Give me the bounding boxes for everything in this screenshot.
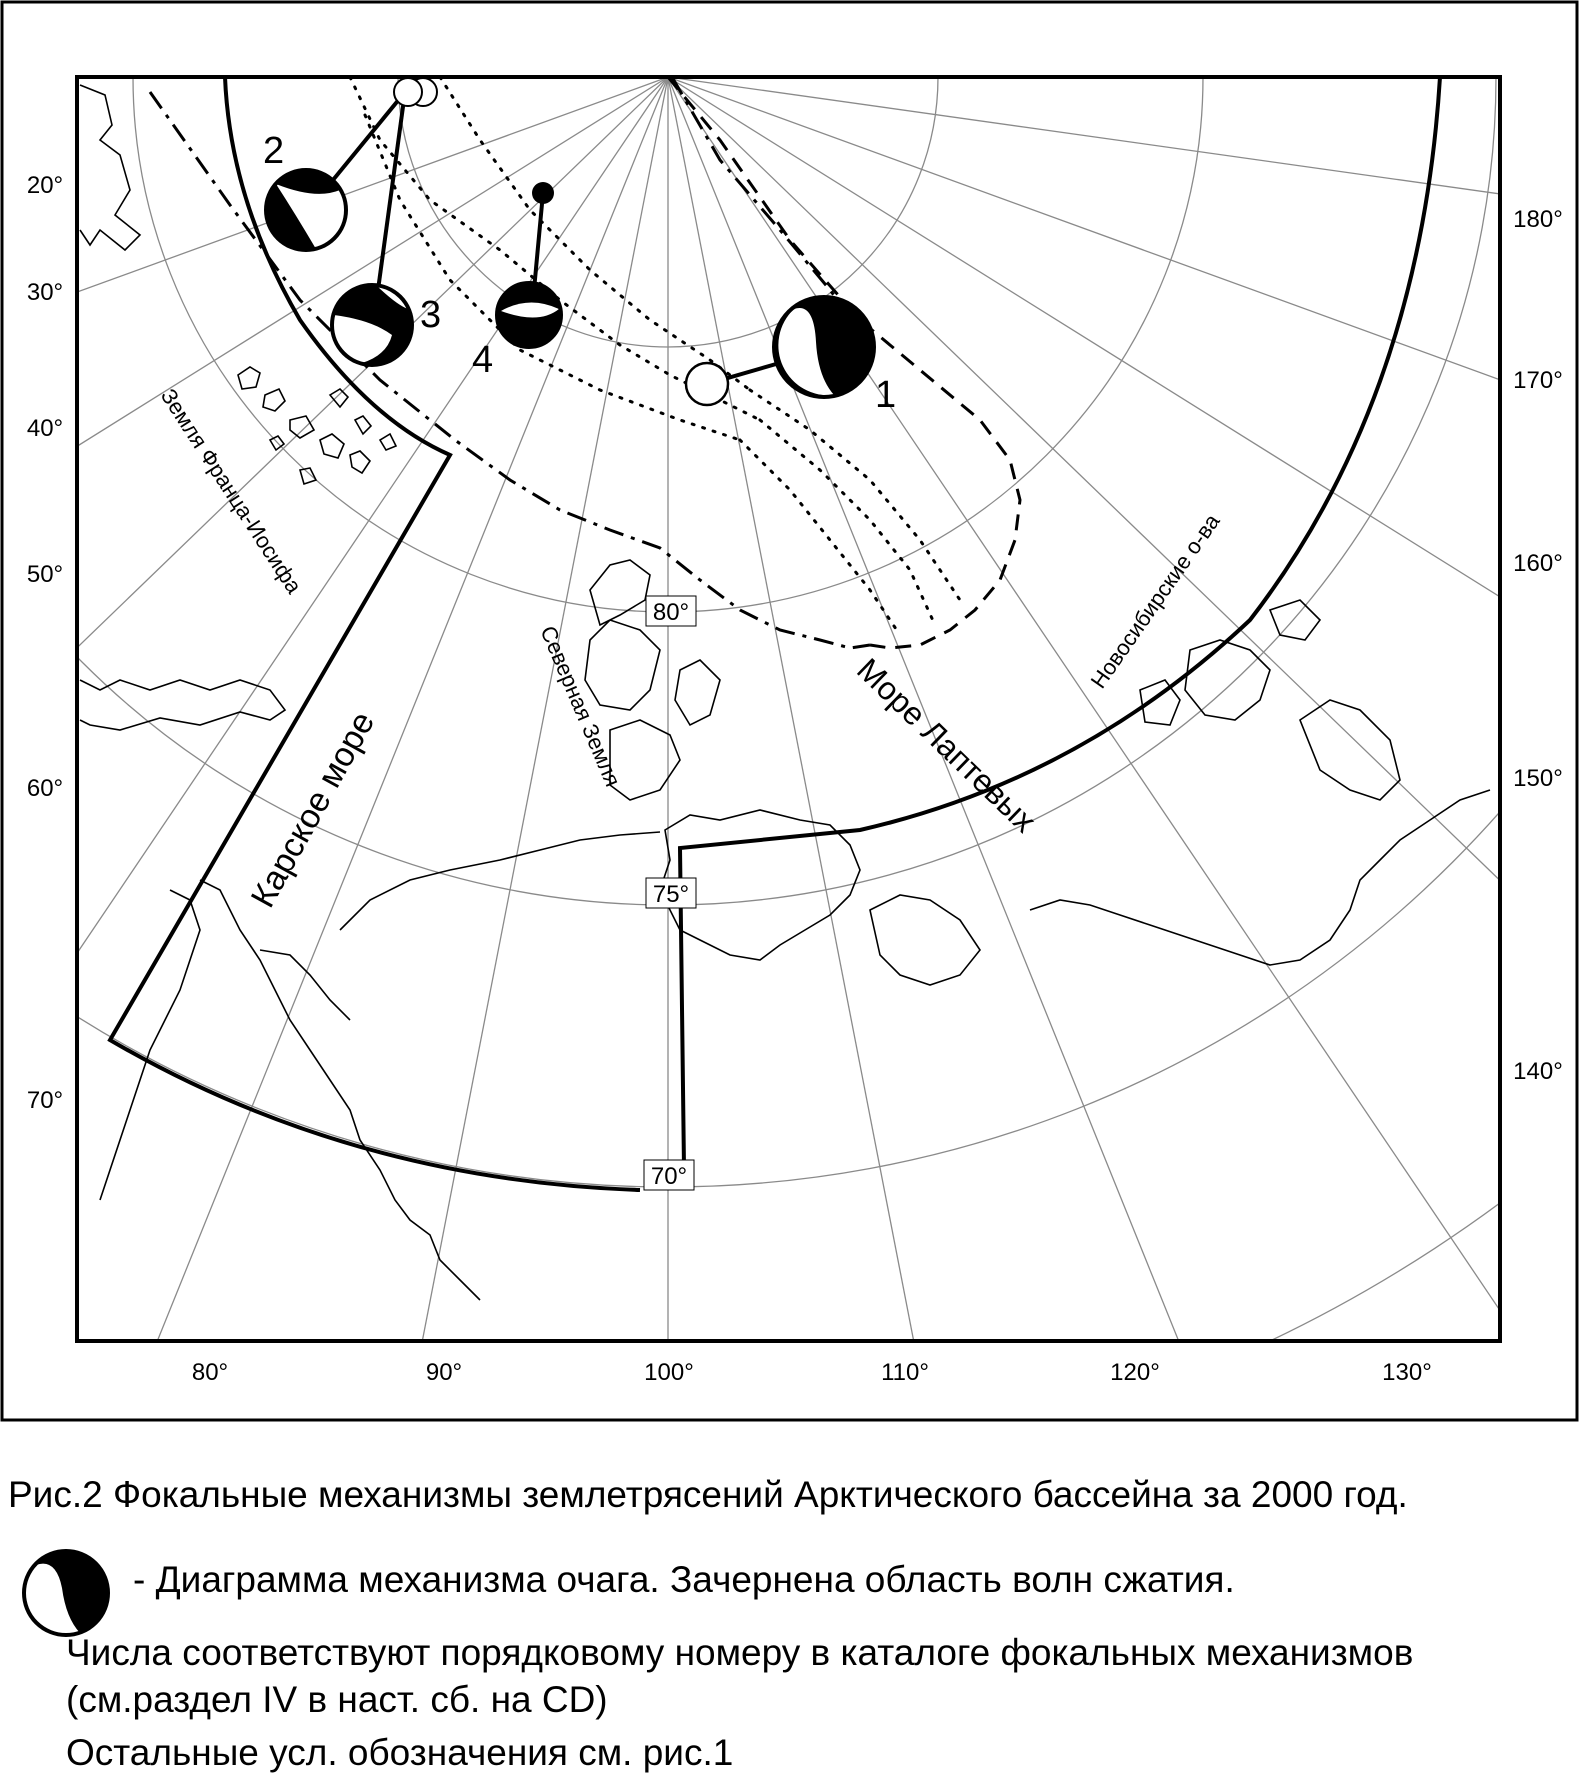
lat-label: 60° xyxy=(26,775,64,802)
laptev-east-coast xyxy=(1030,790,1490,965)
label-franz-josef: Земля Франца-Иосифа xyxy=(155,384,307,598)
note-line-2: (см.раздел IV в наст. сб. на CD) xyxy=(66,1679,608,1720)
note-line-3: Остальные усл. обозначения см. рис.1 xyxy=(66,1732,734,1773)
event-label-1: 1 xyxy=(875,374,897,416)
epicenter-filled-4 xyxy=(532,182,554,204)
lon-labels-bottom xyxy=(192,1359,1432,1386)
svalbard-coast xyxy=(80,85,140,250)
label-laptev-sea: Море Лаптевых xyxy=(850,651,1044,840)
event-label-2: 2 xyxy=(263,130,285,172)
epicenter-open-top-b xyxy=(394,78,422,106)
lon-label-right: 170° xyxy=(1513,367,1563,394)
lat-label: 70° xyxy=(26,1087,64,1114)
meridian-line xyxy=(668,0,1581,77)
lat-labels-left xyxy=(27,172,63,1114)
meridian-line xyxy=(668,77,1581,1440)
lat-label: 30° xyxy=(26,279,64,306)
east-siberian-coast xyxy=(1300,700,1400,800)
lon-label: 130° xyxy=(1382,1359,1432,1386)
meridian-line xyxy=(668,77,1492,1440)
label-kara-sea: Карское море xyxy=(243,705,383,914)
event-4-link xyxy=(534,193,543,290)
novosibirsk-islands xyxy=(1140,600,1320,725)
lena-delta-coast xyxy=(870,895,980,985)
focal-mechanisms xyxy=(266,78,874,405)
lat-label: 50° xyxy=(26,561,64,588)
lat-label: 20° xyxy=(26,172,64,199)
beachball-2 xyxy=(266,170,346,250)
lon-label: 80° xyxy=(191,1359,229,1386)
meridian-line xyxy=(668,77,1088,1440)
legend-beachball-icon xyxy=(20,1547,112,1639)
lon-label: 100° xyxy=(644,1359,694,1386)
parallel-75 xyxy=(0,0,1496,905)
note-line-1: Числа соответствуют порядковому номеру в каталоге фокальных механизмов xyxy=(66,1632,1414,1673)
lon-label: 110° xyxy=(881,1359,929,1386)
grid-box-label-80: 80° xyxy=(652,599,690,626)
meridian-line xyxy=(668,0,1581,77)
meridian-line xyxy=(668,0,1581,77)
meridian-line xyxy=(668,77,1581,1440)
beachball-4 xyxy=(497,283,561,347)
epicenter-open-1 xyxy=(686,363,728,405)
event-label-4: 4 xyxy=(472,339,494,381)
label-novosibirsk: Новосибирские о-ва xyxy=(1085,509,1225,693)
lon-label-right: 140° xyxy=(1513,1058,1563,1085)
grid-box-label-70: 70° xyxy=(650,1163,688,1190)
lon-label-right: 180° xyxy=(1513,206,1563,233)
novaya-zemlya-coast xyxy=(80,680,285,730)
figure-caption-title: Рис.2 Фокальные механизмы землетрясений Арктического бассейна за 2000 год. xyxy=(8,1474,1408,1515)
map-frame xyxy=(77,77,1500,1341)
lat-label: 40° xyxy=(26,415,64,442)
beachball-3 xyxy=(332,285,412,365)
lon-labels-right xyxy=(1513,206,1563,1085)
coastlines xyxy=(80,85,1490,1300)
lon-label: 90° xyxy=(425,1359,463,1386)
lon-label-right: 150° xyxy=(1513,765,1563,792)
study-region-east-boundary xyxy=(680,77,1440,1168)
lon-label: 120° xyxy=(1110,1359,1160,1386)
beachball-1 xyxy=(774,297,874,397)
grid-box-label-75: 75° xyxy=(652,881,690,908)
label-severnaya-zemlya: Северная Земля xyxy=(535,622,626,791)
event-label-3: 3 xyxy=(420,294,442,336)
legend-text: - Диаграмма механизма очага. Зачернена область волн сжатия. xyxy=(133,1559,1235,1600)
lon-label-right: 160° xyxy=(1513,550,1563,577)
